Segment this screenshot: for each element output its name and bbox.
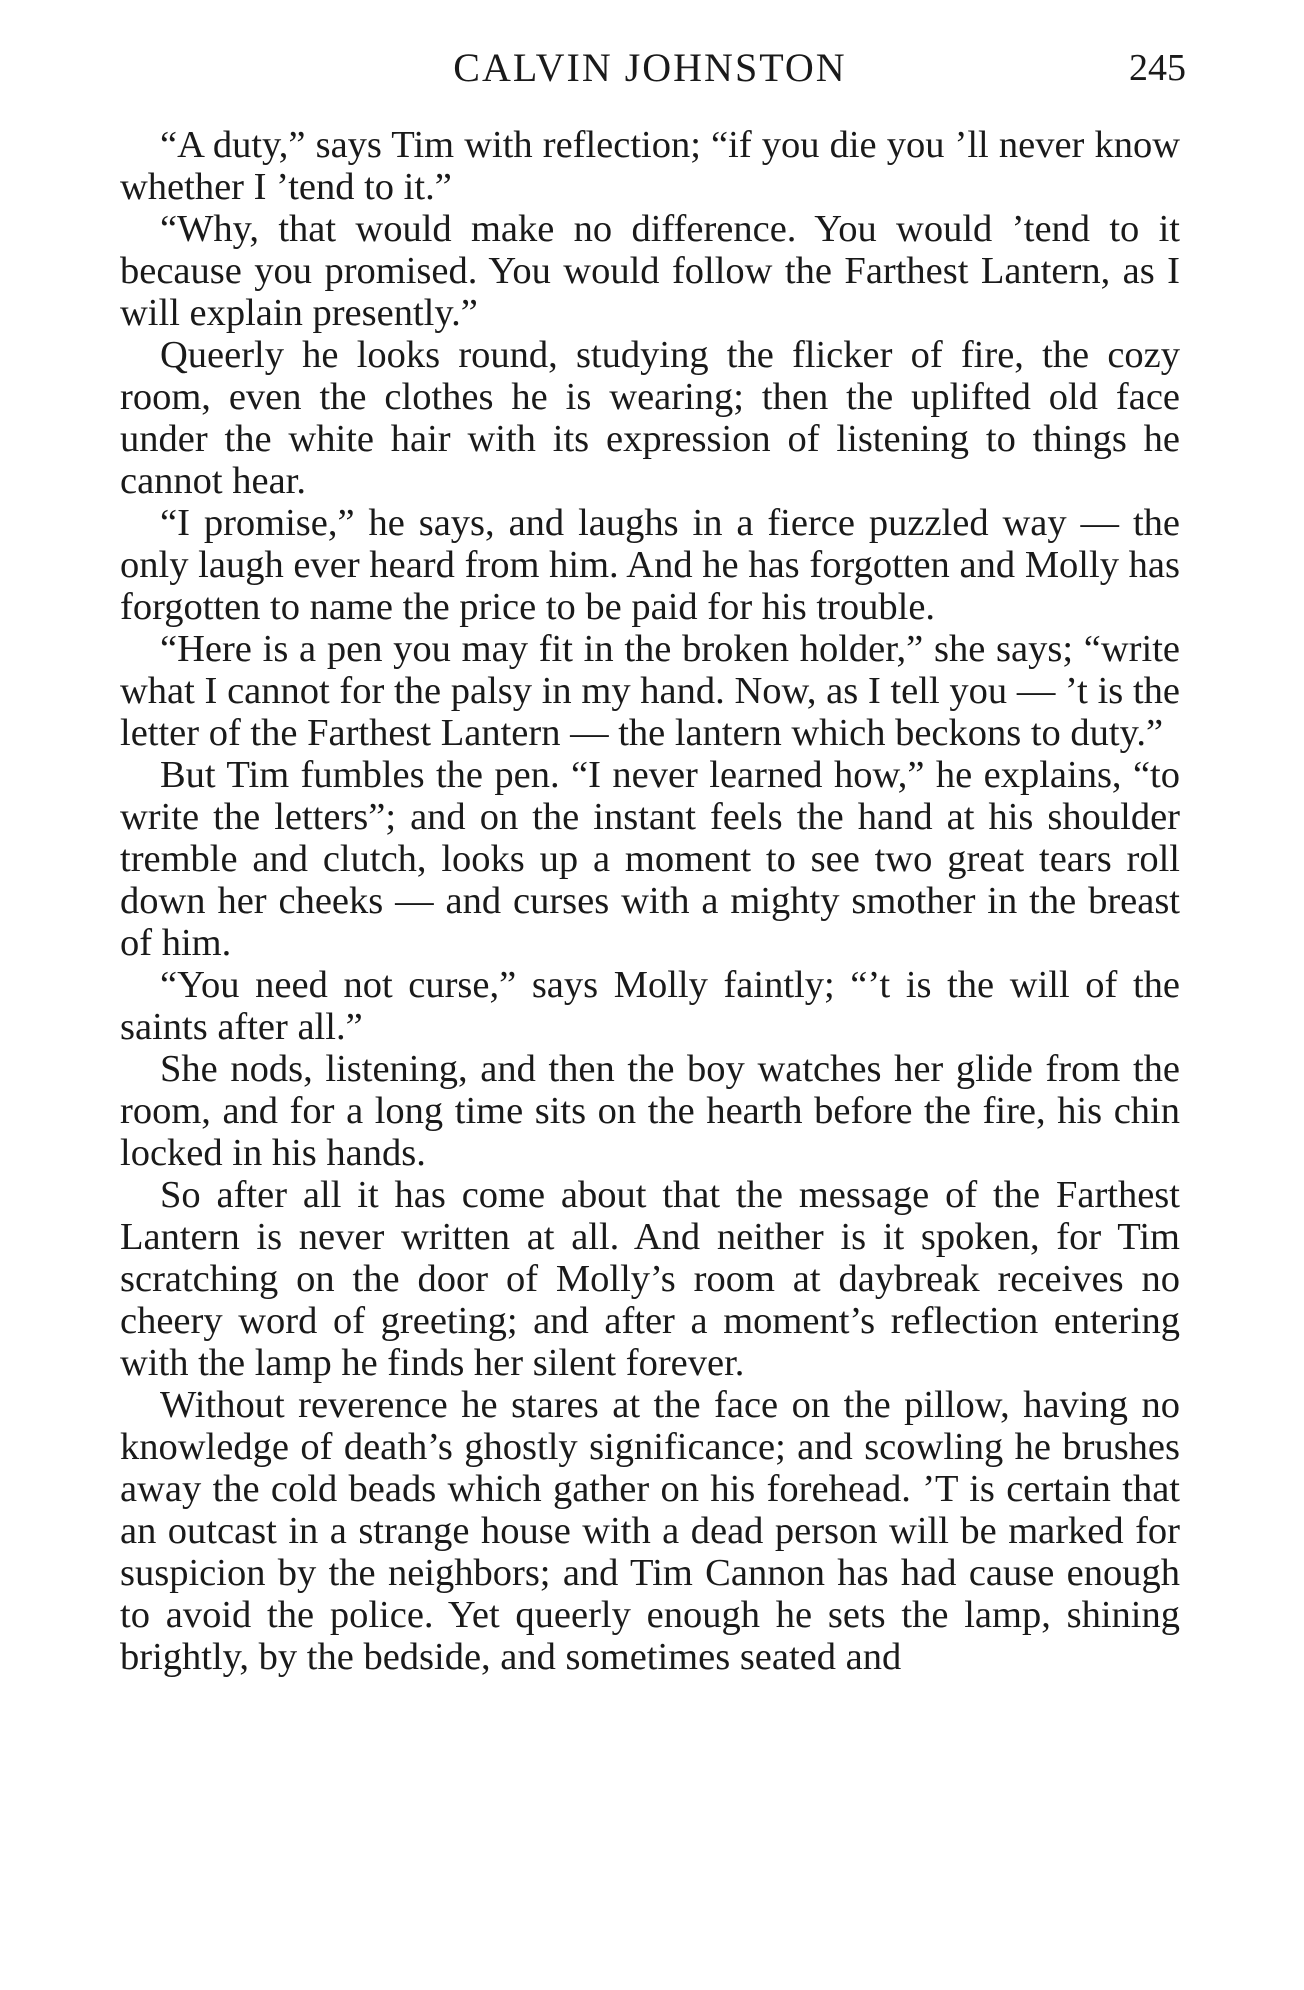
- page-number: 245: [1129, 47, 1186, 89]
- paragraph: “A duty,” says Tim with reflection; “if you die you ’ll never know whether I ’tend to it.”: [120, 124, 1180, 208]
- paragraph: “Here is a pen you may fit in the broken holder,” she says; “write what I cannot for the palsy in my hand. Now, as I tell you — ’t is the letter of the Farthest Lantern — the lantern which beckons to duty.”: [120, 628, 1180, 754]
- paragraph: “You need not curse,” says Molly faintly; “’t is the will of the saints after all.”: [120, 964, 1180, 1048]
- paragraph: “I promise,” he says, and laughs in a fierce puzzled way — the only laugh ever heard from him. And he has forgotten and Molly has forgotten to name the price to be paid for his trouble.: [120, 502, 1180, 628]
- paragraph: So after all it has come about that the message of the Farthest Lantern is never written at all. And neither is it spoken, for Tim scratching on the door of Molly’s room at daybreak receives no cheery word of greeting; and after a moment’s reflection entering with the lamp he finds her silent forever.: [120, 1174, 1180, 1384]
- paragraph: Queerly he looks round, studying the flicker of fire, the cozy room, even the clothes he is wearing; then the uplifted old face under the white hair with its expression of listening to things he cannot hear.: [120, 334, 1180, 502]
- paragraph: She nods, listening, and then the boy watches her glide from the room, and for a long time sits on the hearth before the fire, his chin locked in his hands.: [120, 1048, 1180, 1174]
- running-head-title: CALVIN JOHNSTON: [453, 45, 847, 90]
- running-head: [120, 44, 1186, 100]
- paragraph: Without reverence he stares at the face on the pillow, having no knowledge of death’s ghostly significance; and scowling he brushes away the cold beads which gather on his forehead. ’T is certain that an outcast in a strange house with a dead person will be marked for suspicion by the neighbors; and Tim Cannon has had cause enough to avoid the police. Yet queerly enough he sets the lamp, shining brightly, by the bedside, and sometimes seated and: [120, 1384, 1180, 1678]
- paragraph: But Tim fumbles the pen. “I never learned how,” he explains, “to write the letters”; and on the instant feels the hand at his shoulder tremble and clutch, looks up a moment to see two great tears roll down her cheeks — and curses with a mighty smother in the breast of him.: [120, 754, 1180, 964]
- body-text: [120, 124, 1180, 1678]
- paragraph: “Why, that would make no difference. You would ’tend to it because you promised. You would follow the Farthest Lantern, as I will explain presently.”: [120, 208, 1180, 334]
